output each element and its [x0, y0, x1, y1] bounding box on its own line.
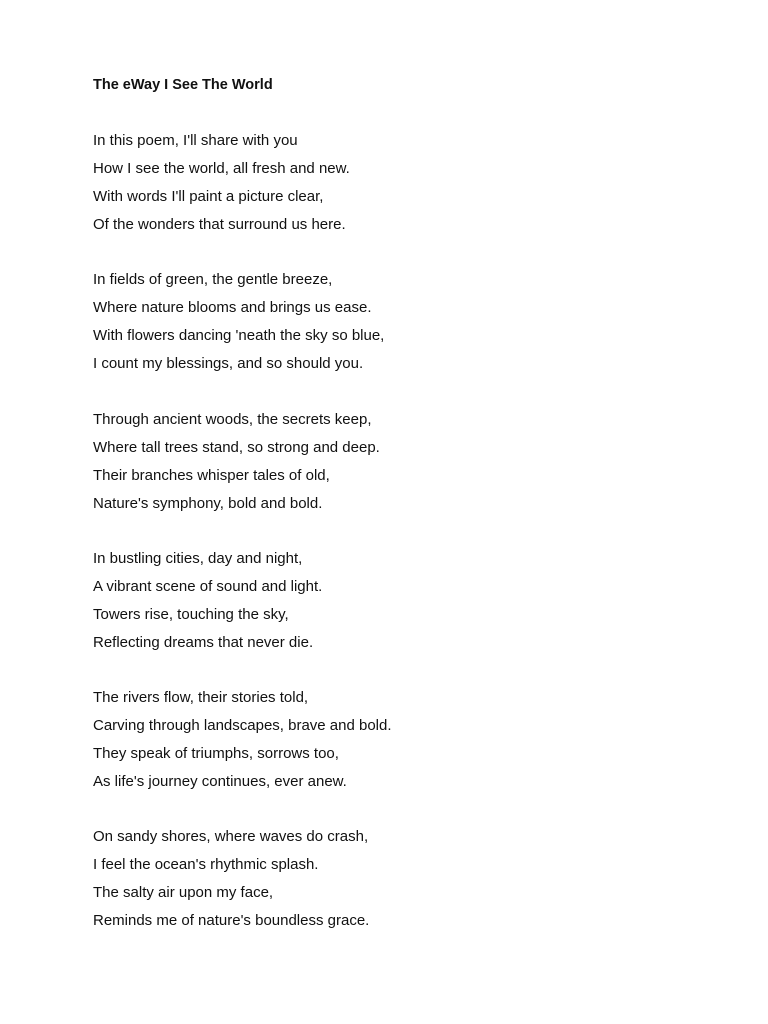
stanza: [93, 684, 392, 796]
poem-line: I feel the ocean's rhythmic splash.: [93, 856, 319, 873]
poem-line: In this poem, I'll share with you: [93, 132, 298, 149]
poem-line: Where tall trees stand, so strong and deep.: [93, 439, 380, 456]
poem-line: Carving through landscapes, brave and bold.: [93, 717, 392, 734]
poem-line: In fields of green, the gentle breeze,: [93, 271, 333, 288]
poem-line: Through ancient woods, the secrets keep,: [93, 411, 372, 428]
poem-line: The rivers flow, their stories told,: [93, 689, 309, 706]
poem-line: As life's journey continues, ever anew.: [93, 773, 347, 790]
poem-line: They speak of triumphs, sorrows too,: [93, 745, 339, 762]
poem-line: In bustling cities, day and night,: [93, 550, 303, 567]
poem-line: On sandy shores, where waves do crash,: [93, 828, 369, 845]
poem-line: Nature's symphony, bold and bold.: [93, 495, 323, 512]
poem-line: Where nature blooms and brings us ease.: [93, 299, 372, 316]
poem-line: Reflecting dreams that never die.: [93, 634, 314, 651]
poem-line: Reminds me of nature's boundless grace.: [93, 912, 370, 929]
poem-line: I count my blessings, and so should you.: [93, 355, 364, 372]
stanza: [93, 127, 350, 239]
poem-title: The eWay I See The World: [93, 77, 273, 93]
stanza: [93, 545, 322, 657]
poem-line: Towers rise, touching the sky,: [93, 606, 289, 623]
poem-line: Of the wonders that surround us here.: [93, 216, 346, 233]
stanza: [93, 406, 380, 518]
poem-line: How I see the world, all fresh and new.: [93, 160, 350, 177]
poem-line: A vibrant scene of sound and light.: [93, 578, 323, 595]
poem-line: The salty air upon my face,: [93, 884, 274, 901]
stanza: [93, 823, 369, 935]
poem-line: With flowers dancing 'neath the sky so blue,: [93, 327, 385, 344]
poem-line: Their branches whisper tales of old,: [93, 467, 330, 484]
stanza: [93, 266, 384, 378]
poem-line: With words I'll paint a picture clear,: [93, 188, 324, 205]
